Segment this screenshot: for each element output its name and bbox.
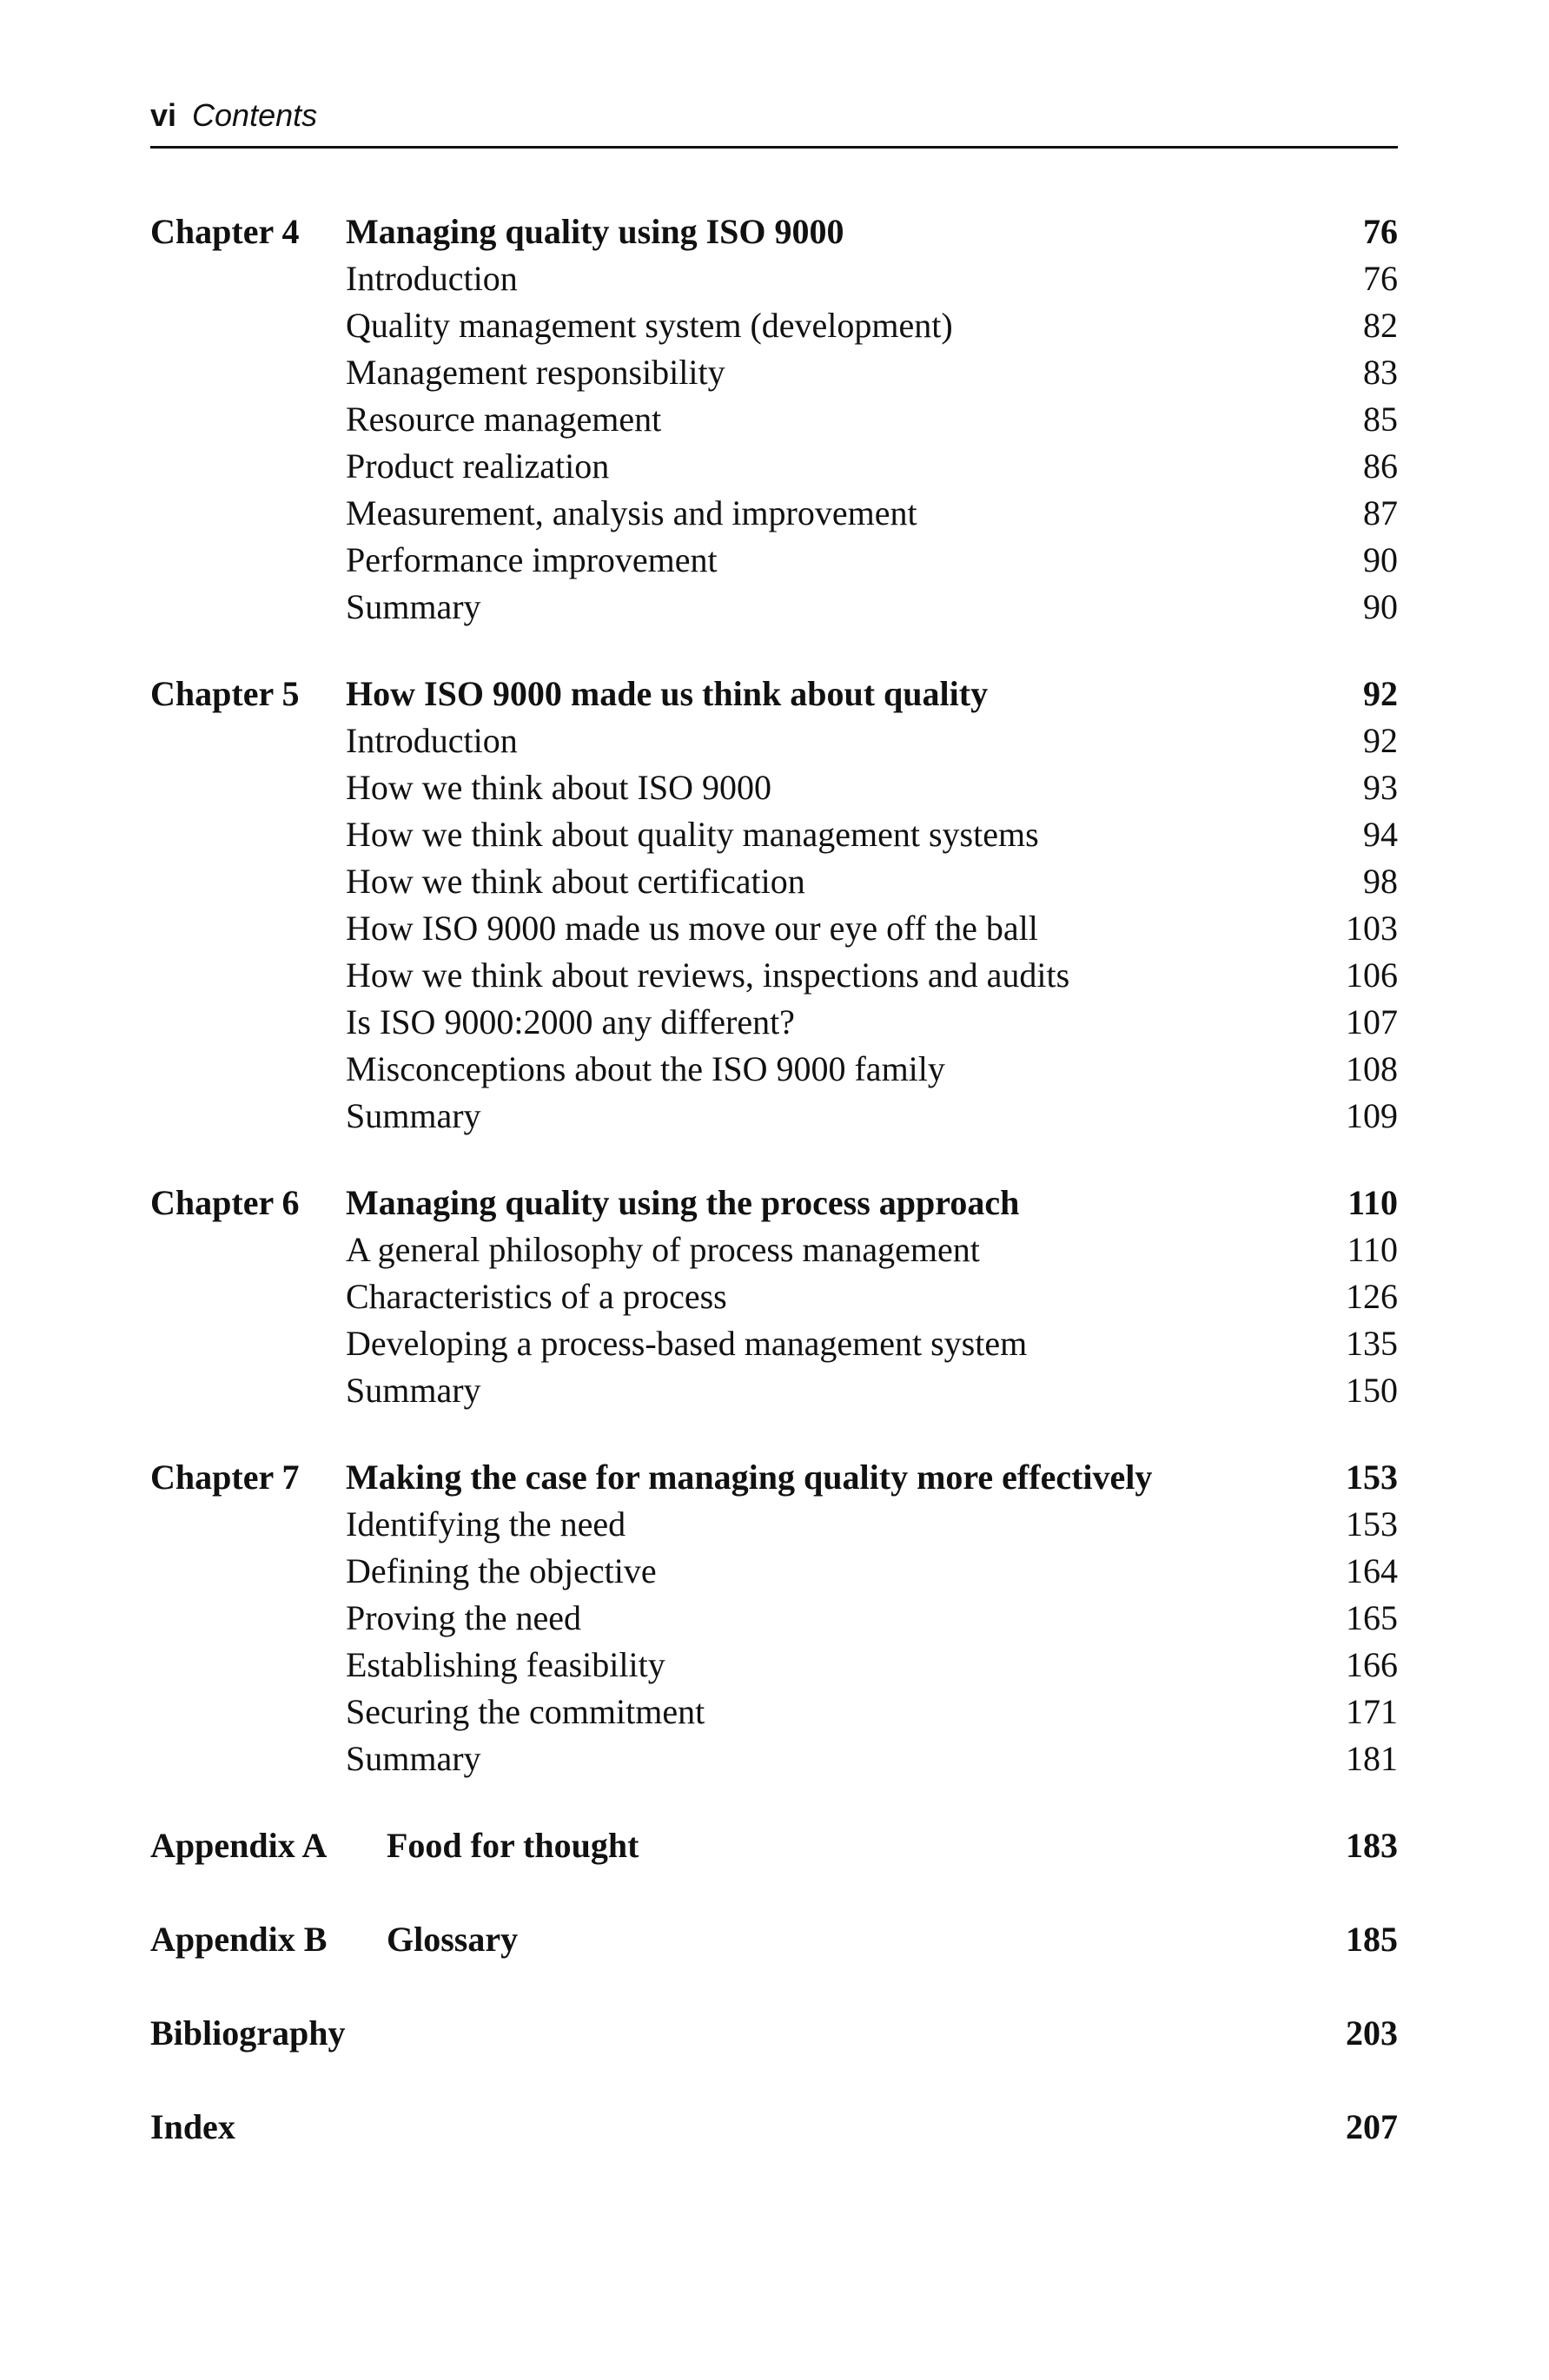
bibliography-block	[150, 2010, 1398, 2057]
toc-section-entry[interactable]	[150, 764, 1398, 811]
section-title: Introduction	[346, 259, 518, 298]
section-title: Quality management system (development)	[346, 306, 953, 345]
page-number: 76	[1363, 259, 1398, 298]
chapter-5-block	[150, 671, 1398, 1140]
toc-chapter-entry[interactable]	[150, 208, 1398, 255]
page-number: 153	[1346, 1458, 1398, 1497]
running-head-title: Contents	[192, 97, 318, 133]
running-head	[150, 94, 1398, 149]
toc-section-entry[interactable]	[150, 952, 1398, 999]
toc-chapter-entry[interactable]	[150, 1180, 1398, 1226]
chapter-title: How ISO 9000 made us think about quality	[346, 674, 989, 713]
page-number: 82	[1363, 306, 1398, 345]
toc-section-entry[interactable]	[150, 302, 1398, 349]
chapter-title: Managing quality using the process approach	[346, 1183, 1020, 1222]
toc-section-entry[interactable]	[150, 717, 1398, 764]
toc-section-entry[interactable]	[150, 1548, 1398, 1595]
appendix-title: Food for thought	[387, 1826, 639, 1865]
chapter-7-block	[150, 1454, 1398, 1782]
chapter-title: Managing quality using ISO 9000	[346, 212, 844, 251]
page-number: 181	[1346, 1739, 1398, 1778]
section-title: Summary	[346, 1739, 481, 1778]
page-number: 110	[1347, 1230, 1398, 1269]
section-title: Summary	[346, 1096, 481, 1135]
toc-section-entry[interactable]	[150, 1367, 1398, 1414]
section-title: How we think about reviews, inspections and audits	[346, 955, 1070, 995]
page-number: 76	[1363, 212, 1398, 251]
toc-section-entry[interactable]	[150, 1226, 1398, 1273]
toc-chapter-entry[interactable]	[150, 1454, 1398, 1501]
toc-section-entry[interactable]	[150, 905, 1398, 952]
section-title: How we think about certification	[346, 862, 805, 901]
page-number: 83	[1363, 353, 1398, 392]
section-title: Characteristics of a process	[346, 1277, 727, 1316]
chapter-label: Chapter 6	[150, 1183, 300, 1222]
section-title: Misconceptions about the ISO 9000 family	[346, 1049, 945, 1088]
toc-section-entry[interactable]	[150, 1273, 1398, 1320]
toc-section-entry[interactable]	[150, 858, 1398, 905]
section-title: Establishing feasibility	[346, 1645, 665, 1684]
page-number: 166	[1346, 1645, 1398, 1684]
section-title: How we think about quality management systems	[346, 815, 1039, 854]
section-title: Securing the commitment	[346, 1692, 705, 1731]
toc-index-entry[interactable]	[150, 2104, 1398, 2151]
toc-section-entry[interactable]	[150, 490, 1398, 537]
toc-section-entry[interactable]	[150, 999, 1398, 1046]
page-number: 183	[1346, 1826, 1398, 1865]
toc-appendix-entry[interactable]	[150, 1916, 1398, 1963]
chapter-6-block	[150, 1180, 1398, 1414]
page-number: 207	[1346, 2107, 1398, 2146]
section-title: Proving the need	[346, 1598, 582, 1637]
page-number: 165	[1346, 1598, 1398, 1637]
section-title: How ISO 9000 made us move our eye off the ball	[346, 909, 1038, 948]
section-title: Identifying the need	[346, 1504, 626, 1544]
page-number: 107	[1346, 1002, 1398, 1041]
section-title: How we think about ISO 9000	[346, 768, 771, 807]
toc-section-entry[interactable]	[150, 1735, 1398, 1782]
section-title: Summary	[346, 587, 481, 626]
page-number: 150	[1346, 1371, 1398, 1410]
toc-section-entry[interactable]	[150, 1093, 1398, 1140]
page-number: 203	[1346, 2013, 1398, 2053]
toc-section-entry[interactable]	[150, 396, 1398, 443]
toc-section-entry[interactable]	[150, 537, 1398, 584]
chapter-label: Chapter 5	[150, 674, 300, 713]
section-title: Summary	[346, 1371, 481, 1410]
appendix-a-block	[150, 1822, 1398, 1869]
page-number: 103	[1346, 909, 1398, 948]
appendix-title: Glossary	[387, 1920, 519, 1959]
toc-section-entry[interactable]	[150, 1595, 1398, 1642]
section-title: Measurement, analysis and improvement	[346, 493, 917, 532]
page-number: 90	[1363, 587, 1398, 626]
page-number: 108	[1346, 1049, 1398, 1088]
toc-section-entry[interactable]	[150, 1046, 1398, 1093]
page-number: 110	[1347, 1183, 1398, 1222]
chapter-label: Chapter 4	[150, 212, 300, 251]
section-title: Introduction	[346, 721, 518, 760]
toc-section-entry[interactable]	[150, 443, 1398, 490]
toc-section-entry[interactable]	[150, 1689, 1398, 1735]
page-number: 135	[1346, 1324, 1398, 1363]
page-number: 87	[1363, 493, 1398, 532]
appendix-b-block	[150, 1916, 1398, 1963]
chapter-4-block	[150, 208, 1398, 631]
section-title: Resource management	[346, 400, 662, 439]
page-number: 106	[1346, 955, 1398, 995]
toc-section-entry[interactable]	[150, 349, 1398, 396]
appendix-label: Appendix A	[150, 1826, 328, 1865]
table-of-contents	[150, 208, 1398, 2198]
toc-section-entry[interactable]	[150, 1320, 1398, 1367]
section-title: Is ISO 9000:2000 any different?	[346, 1002, 795, 1041]
toc-section-entry[interactable]	[150, 811, 1398, 858]
toc-bibliography-entry[interactable]	[150, 2010, 1398, 2057]
toc-section-entry[interactable]	[150, 1642, 1398, 1689]
section-title: A general philosophy of process management	[346, 1230, 980, 1269]
toc-section-entry[interactable]	[150, 255, 1398, 302]
contents-page	[150, 0, 1398, 2380]
page-number: 93	[1363, 768, 1398, 807]
page-number: 94	[1363, 815, 1398, 854]
section-title: Performance improvement	[346, 540, 718, 579]
toc-section-entry[interactable]	[150, 1501, 1398, 1548]
page-number: 171	[1346, 1692, 1398, 1731]
chapter-label: Chapter 7	[150, 1458, 300, 1497]
section-title: Developing a process-based management system	[346, 1324, 1028, 1363]
toc-chapter-entry[interactable]	[150, 671, 1398, 717]
page-folio: vi	[150, 97, 177, 133]
page-number: 85	[1363, 400, 1398, 439]
page-number: 109	[1346, 1096, 1398, 1135]
section-title: Product realization	[346, 446, 610, 486]
toc-appendix-entry[interactable]	[150, 1822, 1398, 1869]
page-number: 185	[1346, 1920, 1398, 1959]
section-title: Management responsibility	[346, 353, 725, 392]
page-number: 98	[1363, 862, 1398, 901]
chapter-title: Making the case for managing quality more effectively	[346, 1458, 1153, 1497]
index-label: Index	[150, 2107, 235, 2146]
page-number: 164	[1346, 1551, 1398, 1590]
section-title: Defining the objective	[346, 1551, 657, 1590]
bibliography-label: Bibliography	[150, 2013, 346, 2053]
page-number: 126	[1346, 1277, 1398, 1316]
page-number: 90	[1363, 540, 1398, 579]
page-number: 92	[1363, 674, 1398, 713]
page-number: 86	[1363, 446, 1398, 486]
page-number: 153	[1346, 1504, 1398, 1544]
index-block	[150, 2104, 1398, 2151]
page-number: 92	[1363, 721, 1398, 760]
appendix-label: Appendix B	[150, 1920, 328, 1959]
toc-section-entry[interactable]	[150, 584, 1398, 631]
